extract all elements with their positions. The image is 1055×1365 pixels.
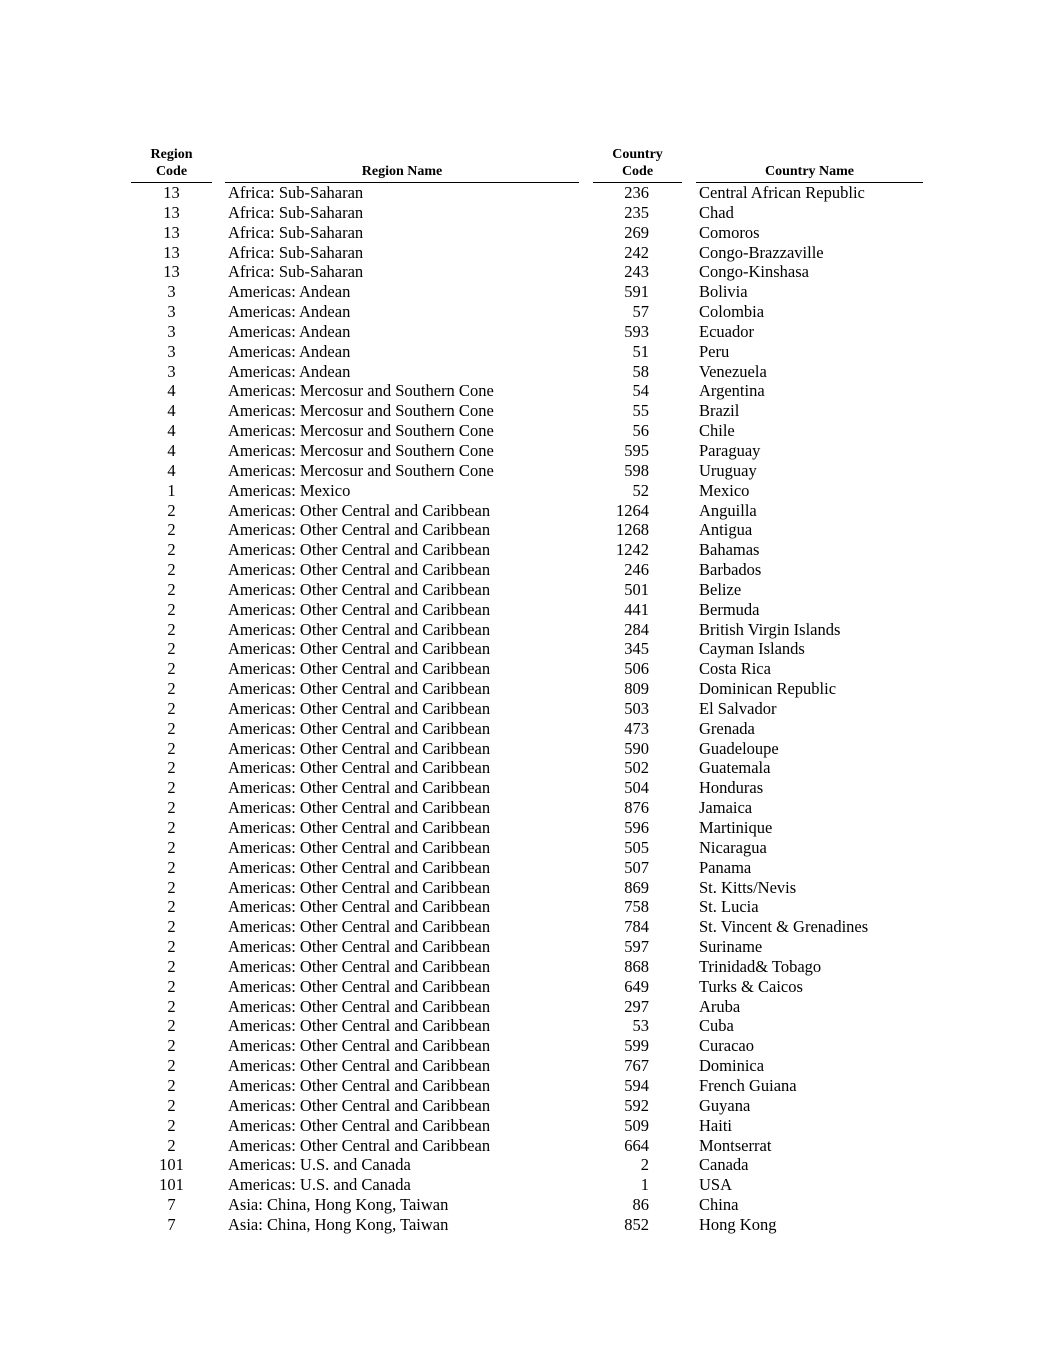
table-row [0, 977, 1055, 997]
region-code-cell: 3 [167, 282, 176, 302]
table-row [0, 282, 1055, 302]
region-code-cell: 2 [167, 996, 176, 1016]
region-code-cell: 2 [167, 877, 176, 897]
country-code-cell: 269 [624, 222, 649, 242]
table-row [0, 1116, 1055, 1136]
country-name-cell: Belize [699, 579, 742, 599]
country-code-cell: 284 [624, 619, 649, 639]
region-name-cell: Americas: Other Central and Caribbean [228, 500, 491, 520]
table-row [0, 1056, 1055, 1076]
region-name-cell: Americas: Other Central and Caribbean [228, 619, 491, 639]
country-code-cell: 54 [632, 381, 649, 401]
table-row [0, 421, 1055, 441]
region-name-cell: Americas: Mercosur and Southern Cone [228, 460, 494, 480]
region-code-cell: 2 [167, 679, 176, 699]
region-code-cell: 2 [167, 599, 176, 619]
country-code-cell: 869 [624, 877, 649, 897]
country-code-cell: 246 [624, 560, 649, 580]
region-code-cell: 2 [167, 798, 176, 818]
region-name-cell: Americas: Other Central and Caribbean [228, 996, 491, 1016]
region-name-cell: Americas: Other Central and Caribbean [228, 639, 491, 659]
region-name-cell: Americas: Other Central and Caribbean [228, 818, 491, 837]
country-name-cell: Anguilla [699, 500, 757, 520]
region-name-cell: Americas: Other Central and Caribbean [228, 1016, 491, 1036]
country-name-cell: Mexico [699, 480, 750, 500]
table-row [0, 262, 1055, 282]
region-code-cell: 3 [167, 321, 176, 341]
country-code-cell: 505 [624, 837, 649, 857]
country-name-cell: French Guiana [699, 1075, 797, 1095]
region-code-cell: 13 [163, 262, 180, 282]
region-name-cell: Americas: Other Central and Caribbean [228, 1135, 491, 1155]
region-code-cell: 4 [167, 440, 176, 460]
country-code-cell: 592 [624, 1095, 649, 1115]
table-row [0, 520, 1055, 540]
country-code-cell: 758 [624, 897, 649, 917]
country-name-cell: Martinique [699, 818, 773, 837]
country-name-cell: Aruba [699, 996, 741, 1016]
region-code-cell: 2 [167, 778, 176, 798]
country-code-cell: 57 [632, 302, 649, 322]
table-row [0, 600, 1055, 620]
country-code-cell: 235 [624, 202, 649, 222]
region-name-cell: Americas: Other Central and Caribbean [228, 778, 491, 798]
region-code-cell: 4 [167, 401, 176, 421]
region-name-cell: Africa: Sub-Saharan [228, 222, 364, 242]
table-row [0, 739, 1055, 759]
country-name-cell: Haiti [699, 1115, 732, 1135]
country-code-cell: 594 [624, 1075, 649, 1095]
region-code-cell: 2 [167, 738, 176, 758]
region-name-cell: Americas: Other Central and Caribbean [228, 1056, 491, 1076]
region-code-cell: 2 [167, 1135, 176, 1155]
country-code-cell: 243 [624, 262, 649, 282]
table-row [0, 560, 1055, 580]
country-code-cell: 509 [624, 1115, 649, 1135]
region-code-cell: 3 [167, 361, 176, 381]
header-region-code-line1: Region [150, 147, 193, 162]
region-code-cell: 2 [167, 857, 176, 877]
table-row [0, 878, 1055, 898]
country-code-cell: 876 [624, 798, 649, 818]
header-region-code [131, 146, 212, 180]
region-name-cell: Americas: Other Central and Caribbean [228, 798, 491, 818]
country-name-cell: Cayman Islands [699, 639, 805, 659]
country-name-cell: Congo-Kinshasa [699, 262, 809, 282]
table-row [0, 937, 1055, 957]
table-row [0, 798, 1055, 818]
country-code-cell: 52 [632, 480, 649, 500]
region-name-cell: Asia: China, Hong Kong, Taiwan [228, 1195, 449, 1215]
region-code-cell: 13 [163, 183, 180, 202]
region-code-cell: 2 [167, 1036, 176, 1056]
region-name-cell: Americas: Other Central and Caribbean [228, 937, 491, 957]
region-code-cell: 2 [167, 500, 176, 520]
country-name-cell: Bermuda [699, 599, 760, 619]
table-row [0, 699, 1055, 719]
country-name-cell: Paraguay [699, 440, 761, 460]
country-name-cell: British Virgin Islands [699, 619, 841, 639]
country-code-cell: 599 [624, 1036, 649, 1056]
region-code-cell: 2 [167, 1095, 176, 1115]
country-code-cell: 51 [632, 341, 649, 361]
table-row [0, 342, 1055, 362]
country-name-cell: USA [699, 1175, 733, 1195]
country-code-cell: 56 [632, 421, 649, 441]
country-code-cell: 1268 [616, 520, 649, 540]
country-name-cell: Honduras [699, 778, 764, 798]
country-name-cell: Congo-Brazzaville [699, 242, 824, 262]
table-row [0, 540, 1055, 560]
region-code-cell: 2 [167, 758, 176, 778]
header-country-code-line1: Country [612, 147, 663, 162]
table-row [0, 401, 1055, 421]
region-name-cell: Americas: Other Central and Caribbean [228, 560, 491, 580]
country-name-cell: Peru [699, 341, 730, 361]
region-name-cell: Americas: U.S. and Canada [228, 1175, 411, 1195]
table-row [0, 897, 1055, 917]
header-country-name [696, 163, 923, 180]
region-code-cell: 13 [163, 242, 180, 262]
region-code-cell: 2 [167, 917, 176, 937]
region-name-cell: Americas: Mercosur and Southern Cone [228, 401, 494, 421]
country-name-cell: Comoros [699, 222, 760, 242]
region-name-cell: Americas: Mercosur and Southern Cone [228, 440, 494, 460]
table-row [0, 997, 1055, 1017]
region-code-cell: 1 [167, 480, 176, 500]
region-code-cell: 2 [167, 579, 176, 599]
table-row [0, 917, 1055, 937]
country-name-cell: Antigua [699, 520, 753, 540]
region-name-cell: Americas: Other Central and Caribbean [228, 1095, 491, 1115]
country-code-cell: 598 [624, 460, 649, 480]
table-row [0, 362, 1055, 382]
country-code-cell: 55 [632, 401, 649, 421]
table-row [0, 183, 1055, 203]
country-code-cell: 506 [624, 659, 649, 679]
table-row [0, 441, 1055, 461]
country-name-cell: Barbados [699, 560, 762, 580]
country-name-cell: Montserrat [699, 1135, 772, 1155]
table-row [0, 659, 1055, 679]
region-name-cell: Americas: Andean [228, 302, 351, 322]
country-code-cell: 852 [624, 1214, 649, 1234]
country-name-cell: Colombia [699, 302, 765, 322]
region-name-cell: Americas: Andean [228, 361, 351, 381]
region-name-cell: Americas: Other Central and Caribbean [228, 540, 491, 560]
country-name-cell: Chile [699, 421, 735, 441]
region-code-cell: 2 [167, 718, 176, 738]
table-row [0, 501, 1055, 521]
country-name-cell: Venezuela [699, 361, 767, 381]
table-row [0, 302, 1055, 322]
country-name-cell: Cuba [699, 1016, 734, 1036]
country-code-cell: 86 [632, 1195, 649, 1215]
country-name-cell: Bahamas [699, 540, 760, 560]
region-code-cell: 2 [167, 897, 176, 917]
region-name-cell: Americas: Mexico [228, 480, 351, 500]
country-name-cell: Suriname [699, 937, 763, 957]
country-name-cell: Guatemala [699, 758, 771, 778]
table-row [0, 778, 1055, 798]
country-code-cell: 507 [624, 857, 649, 877]
region-name-cell: Americas: Mercosur and Southern Cone [228, 421, 494, 441]
region-name-cell: Americas: Other Central and Caribbean [228, 976, 491, 996]
country-name-cell: Grenada [699, 718, 755, 738]
region-code-cell: 4 [167, 381, 176, 401]
country-name-cell: Guadeloupe [699, 738, 779, 758]
country-code-cell: 595 [624, 440, 649, 460]
region-name-cell: Americas: Andean [228, 341, 351, 361]
table-body [0, 183, 1055, 1235]
table-row [0, 758, 1055, 778]
region-name-cell: Americas: U.S. and Canada [228, 1155, 411, 1175]
region-code-cell: 2 [167, 659, 176, 679]
region-code-cell: 2 [167, 520, 176, 540]
header-country-code-line2: Code [621, 164, 654, 179]
country-code-cell: 664 [624, 1135, 649, 1155]
country-code-cell: 2 [640, 1155, 649, 1175]
table-row [0, 1016, 1055, 1036]
country-name-cell: Bolivia [699, 282, 748, 302]
country-code-cell: 590 [624, 738, 649, 758]
country-code-cell: 597 [624, 937, 649, 957]
region-code-cell: 2 [167, 937, 176, 957]
table-row [0, 1215, 1055, 1235]
header-region-code-line2: Code [155, 164, 188, 179]
header-country-code [593, 146, 682, 180]
region-name-cell: Americas: Other Central and Caribbean [228, 718, 491, 738]
country-code-cell: 767 [624, 1056, 649, 1076]
country-code-cell: 502 [624, 758, 649, 778]
region-name-cell: Asia: China, Hong Kong, Taiwan [228, 1214, 449, 1234]
country-code-cell: 503 [624, 698, 649, 718]
region-code-cell: 2 [167, 837, 176, 857]
country-code-cell: 1 [640, 1175, 649, 1195]
region-name-cell: Americas: Other Central and Caribbean [228, 897, 491, 917]
country-name-cell: St. Lucia [699, 897, 759, 917]
table-row [0, 957, 1055, 977]
table-row [0, 620, 1055, 640]
country-code-cell: 1264 [616, 500, 649, 520]
table-row [0, 679, 1055, 699]
region-name-cell: Americas: Other Central and Caribbean [228, 520, 491, 540]
region-code-cell: 2 [167, 1016, 176, 1036]
country-code-cell: 236 [624, 183, 649, 202]
table-row [0, 1175, 1055, 1195]
country-code-cell: 504 [624, 778, 649, 798]
country-name-cell: St. Vincent & Grenadines [699, 917, 869, 937]
country-name-cell: Nicaragua [699, 837, 767, 857]
country-name-cell: St. Kitts/Nevis [699, 877, 797, 897]
country-code-cell: 53 [632, 1016, 649, 1036]
country-code-cell: 809 [624, 679, 649, 699]
country-name-cell: Turks & Caicos [699, 976, 803, 996]
table-row [0, 243, 1055, 263]
country-name-cell: Dominica [699, 1056, 765, 1076]
region-code-cell: 2 [167, 1075, 176, 1095]
header-region-name [225, 163, 579, 180]
country-name-cell: Panama [699, 857, 752, 877]
country-code-cell: 1242 [616, 540, 649, 560]
table-row [0, 1076, 1055, 1096]
table-row [0, 639, 1055, 659]
region-name-cell: Americas: Other Central and Caribbean [228, 698, 491, 718]
country-code-cell: 58 [632, 361, 649, 381]
country-name-cell: Canada [699, 1155, 749, 1175]
table-row [0, 1136, 1055, 1156]
region-name-cell: Americas: Other Central and Caribbean [228, 956, 491, 976]
region-name-cell: Americas: Mercosur and Southern Cone [228, 381, 494, 401]
table-row [0, 223, 1055, 243]
country-code-cell: 441 [624, 599, 649, 619]
region-name-cell: Americas: Other Central and Caribbean [228, 659, 491, 679]
country-name-cell: Trinidad& Tobago [699, 956, 822, 976]
header-region-name-text: Region Name [361, 164, 443, 179]
country-code-cell: 868 [624, 956, 649, 976]
region-name-cell: Americas: Other Central and Caribbean [228, 857, 491, 877]
region-code-cell: 2 [167, 560, 176, 580]
region-code-cell: 3 [167, 302, 176, 322]
region-code-cell: 7 [167, 1195, 176, 1215]
table-row [0, 1195, 1055, 1215]
table-row [0, 381, 1055, 401]
country-code-cell: 591 [624, 282, 649, 302]
region-code-cell: 2 [167, 1056, 176, 1076]
region-code-cell: 13 [163, 222, 180, 242]
country-name-cell: Hong Kong [699, 1214, 777, 1234]
country-name-cell: El Salvador [699, 698, 777, 718]
table-row [0, 322, 1055, 342]
region-code-cell: 2 [167, 639, 176, 659]
region-code-cell: 7 [167, 1214, 176, 1234]
region-code-cell: 4 [167, 421, 176, 441]
region-code-cell: 2 [167, 619, 176, 639]
region-code-cell: 2 [167, 818, 176, 837]
region-name-cell: Americas: Other Central and Caribbean [228, 579, 491, 599]
country-code-cell: 593 [624, 321, 649, 341]
country-name-cell: Jamaica [699, 798, 753, 818]
country-name-cell: Chad [699, 202, 734, 222]
region-code-cell: 4 [167, 460, 176, 480]
region-name-cell: Americas: Other Central and Caribbean [228, 679, 491, 699]
table-row [0, 203, 1055, 223]
country-name-cell: Guyana [699, 1095, 751, 1115]
header-country-name-text: Country Name [764, 164, 855, 179]
region-name-cell: Africa: Sub-Saharan [228, 242, 364, 262]
region-name-cell: Americas: Other Central and Caribbean [228, 1036, 491, 1056]
table-row [0, 1155, 1055, 1175]
country-code-cell: 596 [624, 818, 649, 837]
country-code-cell: 297 [624, 996, 649, 1016]
region-code-cell: 101 [159, 1175, 184, 1195]
country-name-cell: China [699, 1195, 739, 1215]
region-code-cell: 2 [167, 540, 176, 560]
region-name-cell: Americas: Other Central and Caribbean [228, 599, 491, 619]
region-code-cell: 2 [167, 1115, 176, 1135]
region-name-cell: Americas: Andean [228, 321, 351, 341]
region-code-cell: 3 [167, 341, 176, 361]
region-name-cell: Americas: Other Central and Caribbean [228, 917, 491, 937]
country-name-cell: Central African Republic [699, 183, 865, 202]
country-code-cell: 345 [624, 639, 649, 659]
country-name-cell: Brazil [699, 401, 740, 421]
country-name-cell: Costa Rica [699, 659, 771, 679]
region-name-cell: Americas: Other Central and Caribbean [228, 877, 491, 897]
region-code-cell: 101 [159, 1155, 184, 1175]
region-name-cell: Africa: Sub-Saharan [228, 262, 364, 282]
region-code-cell: 2 [167, 698, 176, 718]
region-name-cell: Americas: Other Central and Caribbean [228, 837, 491, 857]
country-name-cell: Argentina [699, 381, 765, 401]
country-code-cell: 784 [624, 917, 649, 937]
country-code-cell: 242 [624, 242, 649, 262]
region-code-cell: 2 [167, 976, 176, 996]
country-code-cell: 649 [624, 976, 649, 996]
region-code-cell: 13 [163, 202, 180, 222]
table-row [0, 858, 1055, 878]
country-name-cell: Curacao [699, 1036, 754, 1056]
region-name-cell: Americas: Other Central and Caribbean [228, 1115, 491, 1135]
table-row [0, 461, 1055, 481]
region-name-cell: Americas: Other Central and Caribbean [228, 758, 491, 778]
table-row [0, 818, 1055, 838]
region-name-cell: Africa: Sub-Saharan [228, 202, 364, 222]
table-row [0, 838, 1055, 858]
region-name-cell: Americas: Andean [228, 282, 351, 302]
region-code-cell: 2 [167, 956, 176, 976]
country-name-cell: Uruguay [699, 460, 757, 480]
table-row [0, 1096, 1055, 1116]
region-name-cell: Americas: Other Central and Caribbean [228, 1075, 491, 1095]
region-name-cell: Africa: Sub-Saharan [228, 183, 364, 202]
country-name-cell: Ecuador [699, 321, 754, 341]
country-code-cell: 501 [624, 579, 649, 599]
table-row [0, 719, 1055, 739]
country-code-cell: 473 [624, 718, 649, 738]
country-name-cell: Dominican Republic [699, 679, 837, 699]
table-row [0, 481, 1055, 501]
table-row [0, 1036, 1055, 1056]
table-row [0, 580, 1055, 600]
region-name-cell: Americas: Other Central and Caribbean [228, 738, 491, 758]
